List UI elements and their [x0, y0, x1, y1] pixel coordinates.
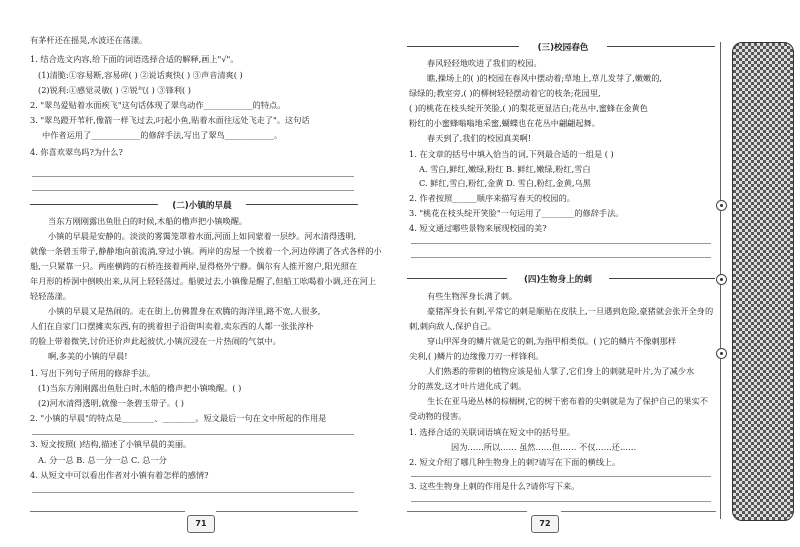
binding-hole-icon	[716, 348, 727, 359]
option-line: (2)锐利:①感觉灵敏( ) ②锐气( ) ③锋利( )	[38, 85, 191, 95]
passage-line: 尖利,( )鳞片的边缘像刀刃一样锋利。	[409, 351, 544, 361]
passage-line: 小镇的早晨又是热闹的。走在街上,仿佛置身在欢腾的海洋里,路不宽,人很多,	[48, 306, 321, 316]
section-rule	[246, 204, 358, 205]
section-rule	[609, 278, 715, 279]
question-3-continued: 中作者运用了____________的修辞手法,写出了翠鸟____________。	[42, 130, 283, 140]
question-2: 2. 作者按照______顺序来描写春天的校园的。	[409, 193, 575, 203]
answer-line	[411, 501, 711, 502]
passage-line: 就像一条碧玉带子,静静地向前流淌,穿过小镇。两岸的房屋一个挨着一个,河边停满了各式各样的小	[30, 246, 382, 256]
checkered-page-edge	[732, 42, 794, 521]
page-number: 72	[531, 515, 559, 533]
passage-line: 绿绿的;教室旁,( )的柳树轻轻摆动着它的枝条;花园里,	[409, 88, 601, 98]
passage-line: 人们在自家门口摆摊卖东西,有的挑着担子沿街叫卖着,卖东西的人都一张张淳朴	[30, 321, 314, 331]
passage-line: 穿山甲浑身的鳞片就是它的刺,为指甲相类似。( )它的鳞片不像刺那样	[427, 336, 677, 346]
answer-line	[411, 243, 711, 244]
question-1: 1. 结合选文内容,给下面的词语选择合适的解释,画上"√"。	[30, 54, 239, 64]
question-3: 3. 短文按照( )结构,描述了小镇早晨的美丽。	[30, 439, 192, 449]
question-2: 2. 短文介绍了哪几种生物身上的刺?请写在下面的横线上。	[409, 457, 621, 467]
question-2: 2. "翠鸟爱贴着水面疾飞"这句话体现了翠鸟动作____________的特点。	[30, 100, 286, 110]
answer-line	[32, 434, 354, 435]
passage-line: 船,一只紧靠一只。两座横跨的石桥连接着两岸,显得格外宁静。偶尔有人推开窗户,阳光照在	[30, 261, 358, 271]
section-rule	[407, 278, 507, 279]
footer-rule	[216, 511, 358, 512]
passage-line: 粉红的小蜜蜂嗡嗡地采蜜,蝴蝶也在花丛中翩翩起舞。	[409, 118, 600, 128]
answer-line	[32, 492, 354, 493]
section-title: (四)生物身上的刺	[523, 275, 592, 285]
passage-line: 瞧,操场上的( )的校园在春风中摆动着;草地上,草儿发芽了,嫩嫩的,	[427, 73, 663, 83]
passage-line: 当东方刚刚露出鱼肚白的时候,木船的橹声把小镇唤醒。	[48, 216, 248, 226]
option-line: (1)清脆:①容易断,容易碎( ) ②说话爽快( ) ③声音清爽( )	[38, 70, 243, 80]
question-3: 3. 这些生物身上刺的作用是什么?请你写下来。	[409, 481, 580, 491]
passage-line: 小镇的早晨是安静的。淡淡的雾霭笼罩着水面,河面上如同蒙着一层纱。河水清得透明,	[48, 231, 357, 241]
footer-rule	[561, 511, 716, 512]
passage-line: ( )的桃花在枝头绽开笑脸,( )的梨花更显洁白;花丛中,蜜蜂在金黄色	[409, 103, 648, 113]
passage-line: 的脸上带着微笑,讨价还价声此起彼伏,小镇沉浸在一片热闹的气氛中。	[30, 336, 281, 346]
section-title: (二)小镇的早晨	[172, 201, 232, 211]
passage-line: 轻轻荡漾。	[30, 291, 71, 301]
question-3: 3. "翠鸟蹬开苇秆,像箭一样飞过去,叼起小鱼,贴着水面往远处飞走了"。这句话	[30, 115, 310, 125]
question-2: 2. "小镇的早晨"的特点是________、________。短文最后一句在文中所起的作用是	[30, 413, 327, 423]
answer-line	[32, 190, 354, 191]
footer-rule	[30, 511, 185, 512]
passage-line: 刺,刺向敌人,保护自己。	[409, 321, 497, 331]
question-4: 4. 短文通过哪些景物来展现校园的美?	[409, 223, 547, 233]
sub-question: (2)河水清得透明,就像一条碧玉带子。( )	[38, 398, 185, 408]
binding-hole-icon	[716, 200, 727, 211]
answer-line	[32, 176, 354, 177]
section-rule	[30, 204, 158, 205]
question-1: 1. 在文章的括号中填入恰当的词,下列最合适的一组是 ( )	[409, 149, 614, 159]
options: C. 鲜红,雪白,粉红,金黄 D. 雪白,粉红,金黄,乌黑	[419, 178, 591, 188]
question-1: 1. 选择合适的关联词语填在短文中的括号里。	[409, 427, 575, 437]
passage-line: 受动物的侵害。	[409, 411, 467, 421]
answer-line	[411, 476, 711, 477]
options: A. 分一总 B. 总一分一总 C. 总一分	[38, 455, 167, 465]
question-1: 1. 写出下列句子所用的修辞手法。	[30, 368, 156, 378]
passage-line: 春天到了,我们的校园真美啊!	[427, 133, 532, 143]
left-page	[0, 0, 385, 547]
passage-line: 分的蒸发,这才叶片进化成了刺。	[409, 381, 527, 391]
options: A. 雪白,鲜红,嫩绿,粉红 B. 鲜红,嫩绿,粉红,雪白	[419, 164, 591, 174]
footer-rule	[407, 511, 527, 512]
binding-hole-icon	[716, 274, 727, 285]
section-title: (三)校园春色	[537, 43, 589, 53]
section-rule	[607, 46, 715, 47]
passage-line: 人们熟悉的带刺的植物应该是仙人掌了,它们身上的刺就是叶片,为了减少水	[427, 366, 695, 376]
right-page	[395, 0, 730, 547]
question-3: 3. "桃花在枝头绽开笑脸"一句运用了________的修辞手法。	[409, 208, 624, 218]
sub-question: (1)当东方刚刚露出鱼肚白时,木船的橹声把小镇唤醒。( )	[38, 383, 242, 393]
question-4: 4. 从短文中可以看出作者对小镇有着怎样的感情?	[30, 470, 209, 480]
passage-line: 豪猪浑身长有刺,平常它的刺是顺贴在皮肤上,一旦遇到危险,豪猪就会张开全身的	[427, 306, 714, 316]
passage-line: 年月形的桥洞中倒映出来,从河上轻轻荡过。船驶过去,小镇像是醒了,但船工吆喝着小调,还在河上	[30, 276, 377, 286]
passage-line: 啊,多美的小镇的早晨!	[48, 351, 128, 361]
passage-line: 生长在亚马逊丛林的棕榈树,它的树干密布着的尖刺就是为了保护自己的果实不	[427, 396, 708, 406]
conjunction-options: 因为……所以…… 虽然……但…… 不仅……还……	[451, 442, 637, 452]
text-line: 有茅杆还在摇晃,水波还在荡漾。	[30, 35, 148, 45]
page-number: 71	[187, 515, 215, 533]
answer-line	[411, 257, 711, 258]
passage-line: 春风轻轻地吹进了我们的校园。	[427, 58, 542, 68]
question-4: 4. 你喜欢翠鸟吗?为什么?	[30, 147, 123, 157]
passage-line: 有些生物浑身长满了刺。	[427, 291, 518, 301]
